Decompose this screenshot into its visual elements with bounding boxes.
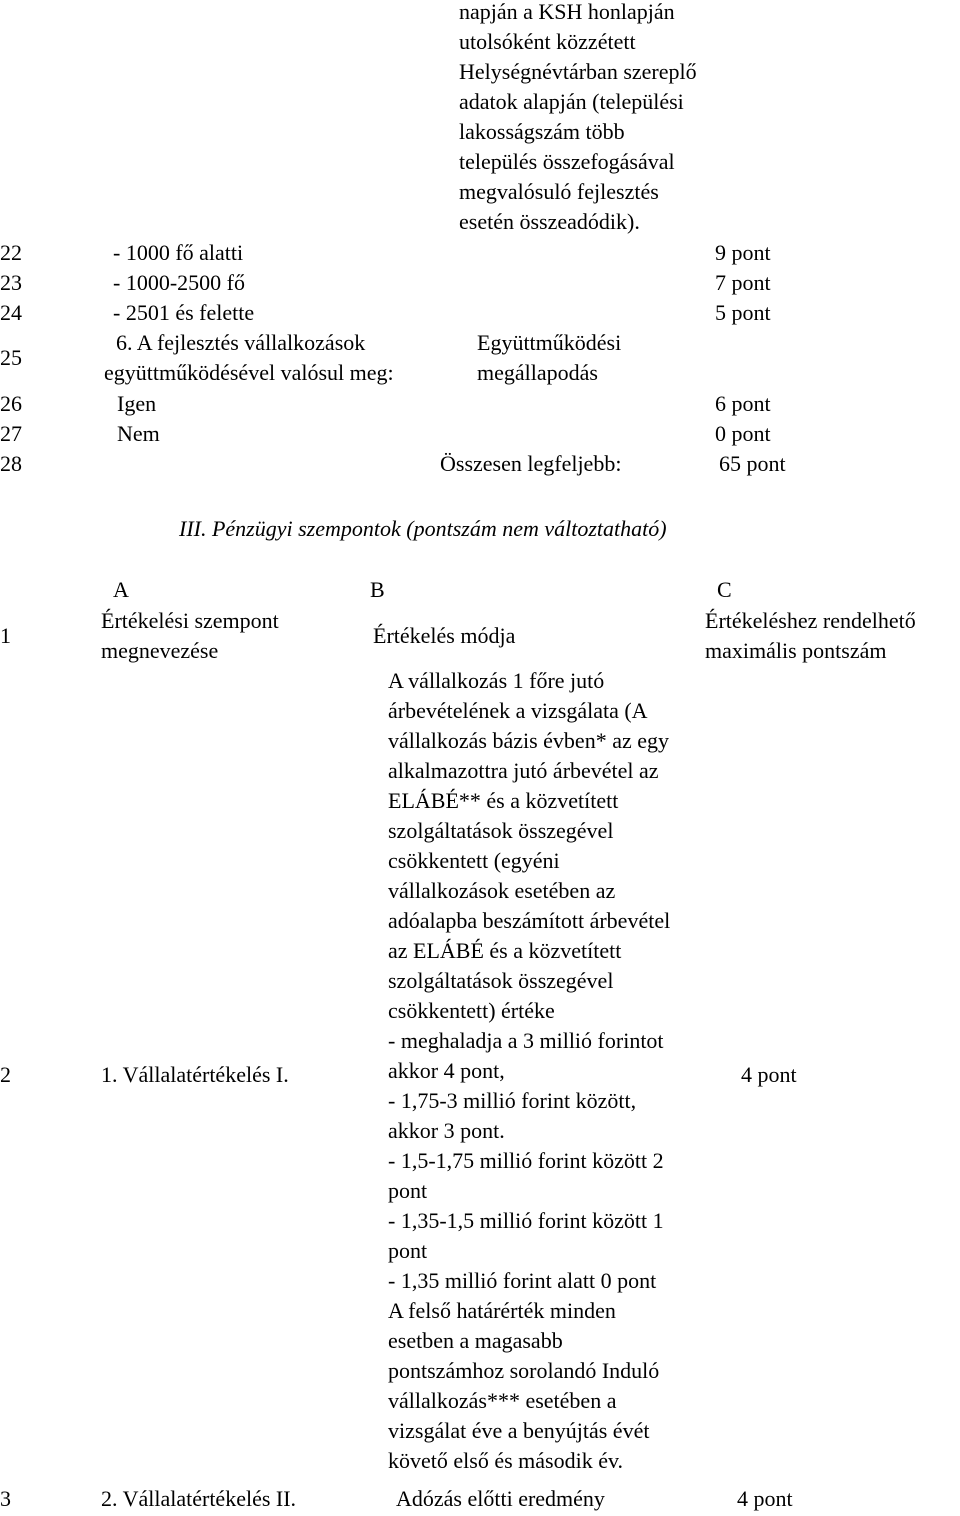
text-line: Értékeléshez rendelhető	[705, 608, 916, 633]
text-line: esetén összeadódik).	[459, 209, 640, 234]
text-line: Értékelési szempont	[101, 608, 279, 633]
evaluation-method	[477, 328, 621, 388]
text-line: vizsgálat éve a benyújtás évét	[388, 1418, 650, 1443]
text-line: - meghaladja a 3 millió forintot	[388, 1028, 664, 1053]
row-number: 1	[0, 623, 11, 648]
text-line: - 1,35-1,5 millió forint között 1	[388, 1208, 664, 1233]
text-line: Helységnévtárban szereplő	[459, 59, 697, 84]
text-line: csökkentett) értéke	[388, 998, 555, 1023]
text-line: vállalkozások esetében az	[388, 878, 616, 903]
section-title: III. Pénzügyi szempontok (pontszám nem változtatható)	[179, 516, 667, 541]
column-header-max-points	[705, 606, 916, 666]
text-line: szolgáltatások összegével	[388, 818, 614, 843]
row-number: 25	[0, 345, 22, 370]
text-line: vállalkozás bázis évben* az egy	[388, 728, 669, 753]
criterion-label	[104, 328, 394, 388]
text-line: csökkentett (egyéni	[388, 848, 560, 873]
text-line: ELÁBÉ** és a közvetített	[388, 788, 619, 813]
max-points: 4 pont	[737, 1486, 793, 1511]
text-line: A vállalkozás 1 főre jutó	[388, 668, 605, 693]
text-line: lakosságszám több	[459, 119, 625, 144]
evaluation-method-text	[388, 666, 670, 1476]
text-line: maximális pontszám	[705, 638, 887, 663]
text-line: település összefogásával	[459, 149, 675, 174]
text-line: Együttműködési	[477, 330, 622, 355]
text-line: - 1,35 millió forint alatt 0 pont	[388, 1268, 657, 1293]
text-line: - 1,75-3 millió forint között,	[388, 1088, 637, 1113]
row-label: Igen	[117, 391, 157, 416]
text-line: akkor 4 pont,	[388, 1058, 505, 1083]
criterion-name: 2. Vállalatértékelés II.	[101, 1486, 297, 1511]
row-number: 2	[0, 1062, 11, 1087]
row-number: 23	[0, 270, 22, 295]
text-line: árbevételének a vizsgálata (A	[388, 698, 648, 723]
row-number: 3	[0, 1486, 11, 1511]
row-label: - 2501 és felette	[113, 300, 255, 325]
row-points: 7 pont	[715, 270, 771, 295]
text-line: esetben a magasabb	[388, 1328, 563, 1353]
column-letter-a: A	[113, 577, 129, 602]
row-points: 5 pont	[715, 300, 771, 325]
text-line: szolgáltatások összegével	[388, 968, 614, 993]
column-letter-b: B	[370, 577, 385, 602]
row-points: 6 pont	[715, 391, 771, 416]
text-line: pontszámhoz sorolandó Induló	[388, 1358, 660, 1383]
top-continuation-text	[459, 0, 697, 237]
text-line: pont	[388, 1238, 428, 1263]
row-label: - 1000 fő alatti	[113, 240, 244, 265]
row-number: 28	[0, 451, 22, 476]
column-header-criterion	[101, 606, 279, 666]
total-label: Összesen legfeljebb:	[440, 451, 622, 476]
row-points: 0 pont	[715, 421, 771, 446]
text-line: utolsóként közzétett	[459, 29, 636, 54]
column-letter-c: C	[717, 577, 732, 602]
text-line: akkor 3 pont.	[388, 1118, 505, 1143]
column-header-method: Értékelés módja	[373, 623, 516, 648]
row-number: 26	[0, 391, 22, 416]
criterion-name: 1. Vállalatértékelés I.	[101, 1062, 289, 1087]
text-line: pont	[388, 1178, 428, 1203]
text-line: az ELÁBÉ és a közvetített	[388, 938, 622, 963]
text-line: adóalapba beszámított árbevétel	[388, 908, 671, 933]
text-line: adatok alapján (települési	[459, 89, 684, 114]
text-line: követő első és második év.	[388, 1448, 624, 1473]
row-number: 22	[0, 240, 22, 265]
text-line: megvalósuló fejlesztés	[459, 179, 659, 204]
text-line: A felső határérték minden	[388, 1298, 616, 1323]
row-label: - 1000-2500 fő	[113, 270, 245, 295]
text-line: 6. A fejlesztés vállalkozások	[116, 330, 366, 355]
row-points: 9 pont	[715, 240, 771, 265]
total-points: 65 pont	[719, 451, 786, 476]
text-line: megállapodás	[477, 360, 598, 385]
row-number: 27	[0, 421, 22, 446]
max-points: 4 pont	[741, 1062, 797, 1087]
text-line: vállalkozás*** esetében a	[388, 1388, 617, 1413]
text-line: együttműködésével valósul meg:	[104, 360, 394, 385]
evaluation-method-text: Adózás előtti eredmény	[396, 1486, 605, 1511]
text-line: - 1,5-1,75 millió forint között 2	[388, 1148, 664, 1173]
row-label: Nem	[117, 421, 160, 446]
text-line: alkalmazottra jutó árbevétel az	[388, 758, 659, 783]
text-line: napján a KSH honlapján	[459, 0, 675, 24]
row-number: 24	[0, 300, 22, 325]
text-line: megnevezése	[101, 638, 219, 663]
